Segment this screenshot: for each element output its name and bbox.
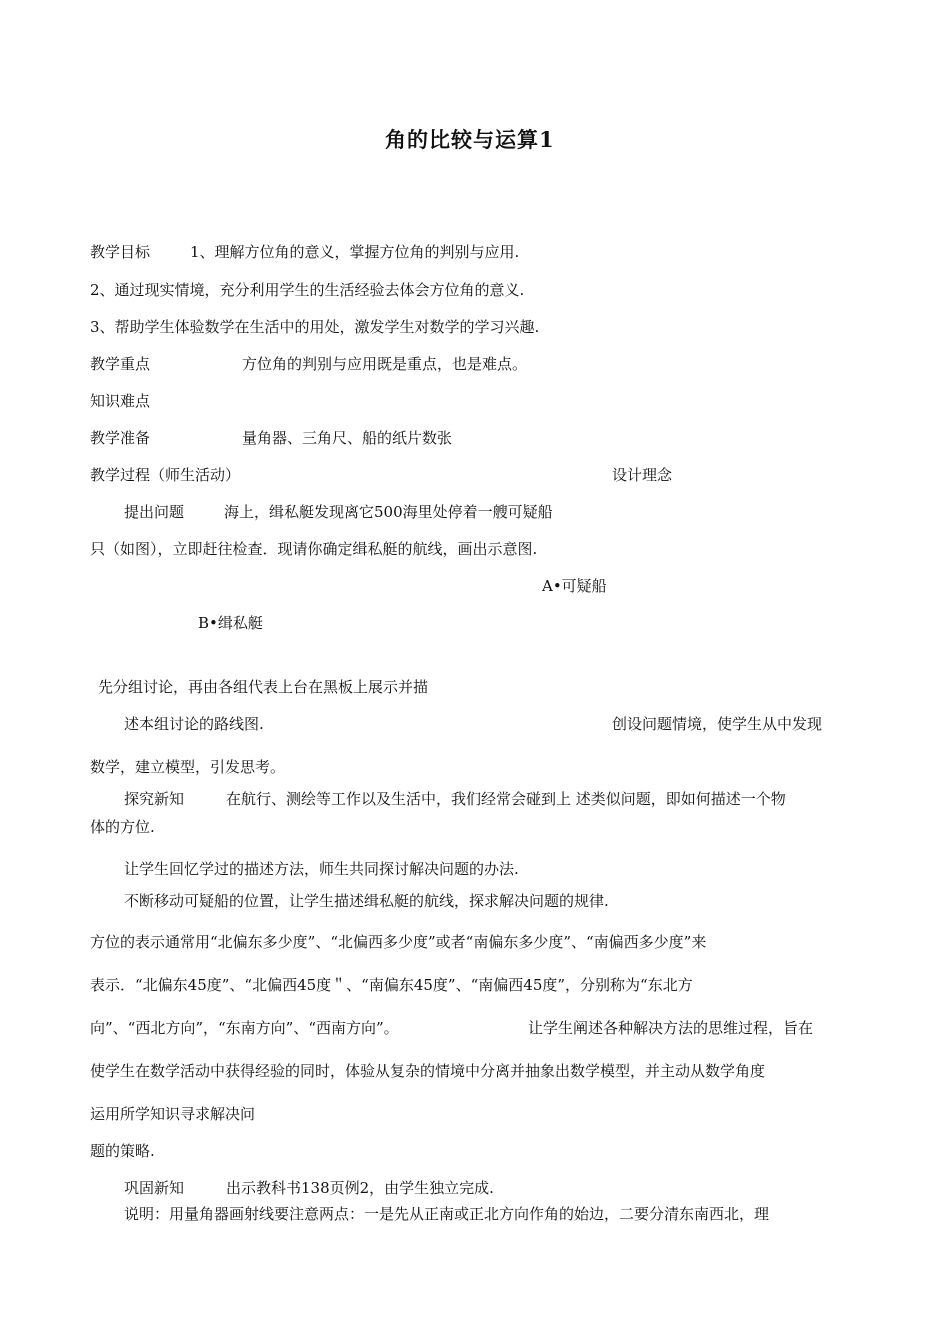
discussion-line-3: 数学，建立模型，引发思考。 (90, 758, 286, 776)
explore-line-7: 向”、“西北方向”，“东南方向”、“西南方向”。 (90, 1019, 399, 1037)
explore-line-5: 方位的表示通常用“北偏东多少度”、“北偏西多少度”或者“南偏东多少度”、“南偏西多少度”来 (90, 933, 707, 951)
design-label: 设计理念 (612, 466, 673, 484)
preparation-label: 教学准备 (90, 429, 151, 447)
objective-2: 2、通过现实情境，充分利用学生的生活经验去体会方位角的意义. (90, 281, 525, 299)
explore-line-1: 在航行、测绘等工作以及生活中，我们经常会碰到上 述类似问题，即如何描述一个物 (226, 790, 786, 808)
discussion-design-note: 创设问题情境，使学生从中发现 (612, 715, 823, 733)
explore-line-4: 不断移动可疑船的位置，让学生描述缉私艇的航线，探求解决问题的规律. (124, 892, 609, 910)
consolidate-text: 出示教科书138页例2，由学生独立完成. (226, 1179, 494, 1197)
explore-line-3: 让学生回忆学过的描述方法，师生共同探讨解决问题的办法. (124, 860, 519, 878)
discussion-line-1: 先分组讨论，再由各组代表上台在黑板上展示并描 (98, 678, 429, 696)
question-label: 提出问题 (124, 503, 185, 521)
explore-line-6: 表示．“北偏东45度”、“北偏西45度＂、“南偏东45度”、“南偏西45度”，分别称为“东北方 (90, 976, 693, 994)
explore-line-7-note: 让学生阐述各种解决方法的思维过程，旨在 (528, 1019, 814, 1037)
explore-label: 探究新知 (124, 790, 185, 808)
process-label: 教学过程（师生活动） (90, 466, 241, 484)
discussion-line-2: 述本组讨论的路线图. (124, 715, 264, 733)
explore-line-10: 题的策略. (90, 1142, 155, 1160)
objective-3: 3、帮助学生体验数学在生活中的用处，激发学生对数学的学习兴趣. (90, 318, 540, 336)
objective-1: 1、理解方位角的意义，掌握方位角的判别与应用. (190, 243, 520, 261)
difficulty-label: 知识难点 (90, 392, 151, 410)
explore-line-2: 体的方位. (90, 818, 155, 836)
key-points-label: 教学重点 (90, 355, 151, 373)
consolidate-label: 巩固新知 (124, 1179, 185, 1197)
preparation-text: 量角器、三角尺、船的纸片数张 (242, 429, 453, 447)
figure-point-b: B•缉私艇 (198, 614, 263, 632)
explore-line-9: 运用所学知识寻求解决问 (90, 1105, 256, 1123)
figure-point-a: A•可疑船 (542, 577, 607, 595)
objectives-label: 教学目标 (90, 243, 151, 261)
question-line-1: 海上，缉私艇发现离它500海里处停着一艘可疑船 (224, 503, 553, 521)
explore-line-8: 使学生在数学活动中获得经验的同时，体验从复杂的情境中分离并抽象出数学模型，并主动从数学角度 (90, 1062, 766, 1080)
consolidate-note: 说明：用量角器画射线要注意两点：一是先从正南或正北方向作角的始边，二要分清东南西北，理 (124, 1205, 770, 1223)
question-line-2: 只（如图），立即赶往检查．现请你确定缉私艇的航线，画出示意图. (90, 540, 538, 558)
key-points-text: 方位角的判别与应用既是重点，也是难点。 (242, 355, 528, 373)
page-title: 角的比较与运算1 (385, 127, 555, 152)
